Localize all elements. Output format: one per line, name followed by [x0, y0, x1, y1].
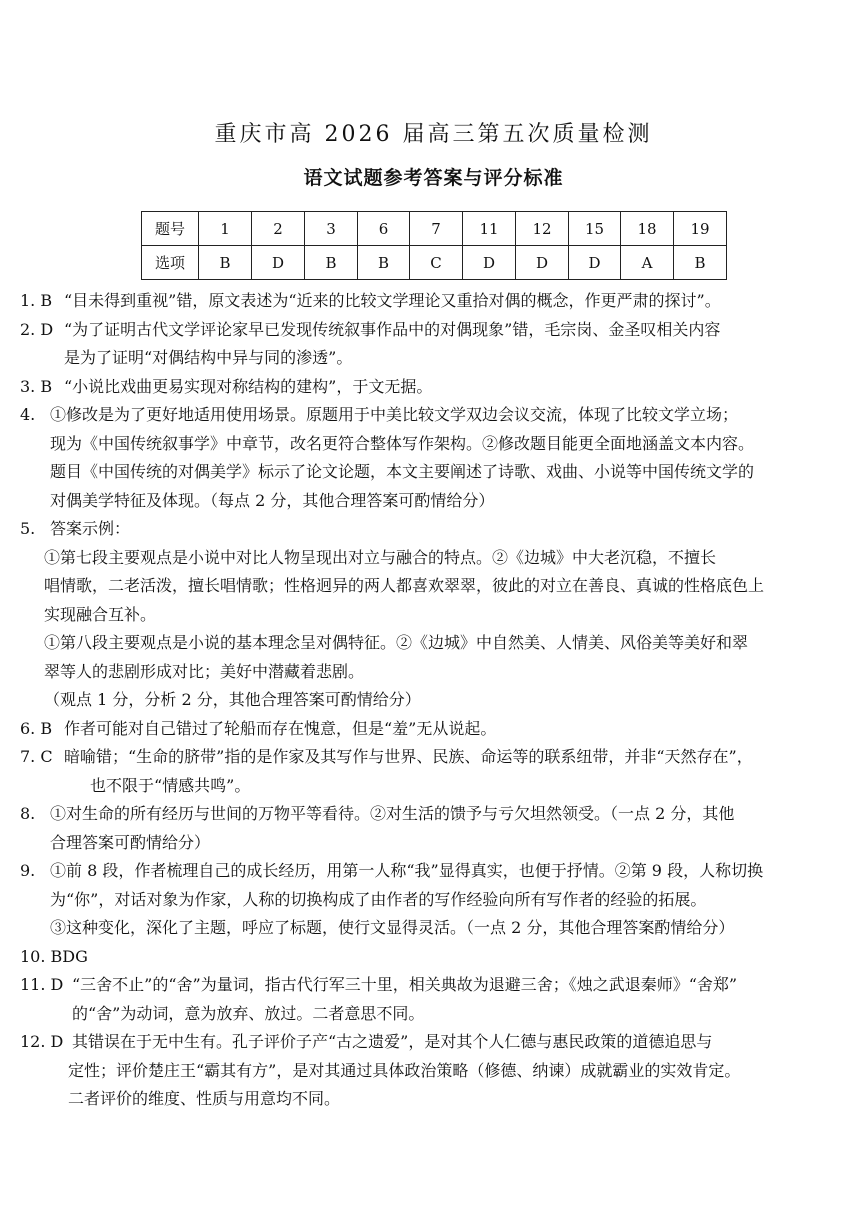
- item-line: “为了证明古代文学评论家早已发现传统叙事作品中的对偶现象”错，毛宗岗、金圣叹相关内容: [64, 319, 721, 339]
- item-number: 7. C: [20, 747, 53, 766]
- item-line: ①前 8 段，作者梳理自己的成长经历，用第一人称“我”显得真实，也便于抒情。②第 9 段，人称切换: [50, 861, 764, 880]
- item-line: 为“你”，对话对象为作家，人称的切换构成了由作者的写作经验向所有写作者的经验的拓展。: [50, 889, 707, 909]
- answer-item-6: [20, 715, 820, 744]
- question-number-cell: 6: [358, 212, 410, 246]
- example-line: 翠等人的悲剧形成对比；美好中潜藏着悲剧。: [44, 661, 365, 681]
- item-line: 二者评价的维度、性质与用意均不同。: [68, 1089, 341, 1108]
- answer-option-cell: A: [621, 246, 674, 280]
- item-line: 合理答案可酌情给分）: [50, 832, 211, 852]
- answer-table: [141, 211, 727, 280]
- answer-item-1: [20, 287, 820, 316]
- row-label-option: 选项: [142, 246, 199, 280]
- item-number: 10. BDG: [20, 946, 88, 966]
- answer-item-9: [20, 857, 820, 943]
- item-line: 现为《中国传统叙事学》中章节，改名更符合整体写作架构。②修改题目能更全面地涵盖文本内容。: [50, 433, 755, 453]
- item-line: 题目《中国传统的对偶美学》标示了论文论题，本文主要阐述了诗歌、戏曲、小说等中国传统文学的: [50, 462, 755, 481]
- example-line: 唱情歌，二老活泼，擅长唱情歌；性格迥异的两人都喜欢翠翠，彼此的对立在善良、真诚的性格底色上: [44, 576, 765, 595]
- question-number-cell: 18: [621, 212, 674, 246]
- answer-item-12: [20, 1028, 820, 1114]
- item-line: ③这种变化，深化了主题，呼应了标题，使行文显得灵活。（一点 2 分，其他合理答案酌情给分）: [50, 918, 735, 937]
- answer-item-7: [20, 743, 820, 800]
- answer-table-option-row: [142, 246, 727, 280]
- item-number: 5.: [20, 519, 36, 538]
- item-line: 定性；评价楚庄王“霸其有方”，是对其通过具体政治策略（修德、纳谏）成就霸业的实效肯定。: [68, 1060, 741, 1080]
- answer-item-11: [20, 971, 820, 1028]
- item-line: 暗喻错；“生命的脐带”指的是作家及其写作与世界、民族、命运等的联系纽带，并非“天然存在”，: [64, 747, 753, 766]
- example-line: ①第七段主要观点是小说中对比人物呈现出对立与融合的特点。②《边城》中大老沉稳，不擅长: [44, 547, 717, 567]
- item-number: 12. D: [20, 1032, 64, 1051]
- example-line: ①第八段主要观点是小说的基本理念呈对偶特征。②《边城》中自然美、人情美、风俗美等美好和翠: [44, 633, 749, 652]
- document-subtitle: 语文试题参考答案与评分标准: [303, 167, 564, 189]
- item-number: 11. D: [20, 975, 64, 994]
- item-line: 作者可能对自己错过了轮船而存在愧意，但是“羞”无从说起。: [64, 718, 497, 738]
- scoring-note: （观点 1 分，分析 2 分，其他合理答案可酌情给分）: [44, 690, 421, 709]
- question-number-cell: 2: [252, 212, 305, 246]
- row-label-number: 题号: [142, 212, 199, 246]
- question-number-cell: 12: [516, 212, 569, 246]
- item-line: “三舍不止”的“舍”为量词，指古代行军三十里，相关典故为退避三舍；《烛之武退秦师》“舍郑”: [72, 975, 738, 994]
- answer-option-cell: B: [305, 246, 358, 280]
- example-line: 实现融合互补。: [44, 604, 157, 624]
- answer-item-2: [20, 316, 820, 373]
- document-title: 重庆市高 2026 届高三第五次质量检测: [214, 122, 653, 147]
- question-number-cell: 1: [199, 212, 252, 246]
- answer-item-10: [20, 943, 820, 972]
- answer-item-5: [20, 515, 820, 715]
- item-number: 1. B: [20, 291, 53, 310]
- item-line: ①对生命的所有经历与世间的万物平等看待。②对生活的馈予与亏欠坦然领受。（一点 2 分，其他: [50, 804, 735, 823]
- item-line: 也不限于“情感共鸣”。: [90, 775, 251, 795]
- answer-item-3: [20, 373, 820, 402]
- answer-item-4: [20, 401, 820, 515]
- answer-item-8: [20, 800, 820, 857]
- item-line: 的“舍”为动词，意为放弃、放过。二者意思不同。: [72, 1003, 425, 1023]
- item-line: 对偶美学特征及体现。（每点 2 分，其他合理答案可酌情给分）: [50, 490, 495, 510]
- item-number: 9.: [20, 861, 36, 880]
- answer-option-cell: D: [252, 246, 305, 280]
- item-line: 是为了证明“对偶结构中异与同的渗透”。: [64, 348, 353, 367]
- item-line: ①修改是为了更好地适用使用场景。原题用于中美比较文学双边会议交流，体现了比较文学立场；: [50, 405, 739, 424]
- item-number: 3. B: [20, 376, 53, 396]
- item-line: 答案示例：: [50, 519, 131, 538]
- question-number-cell: 19: [674, 212, 727, 246]
- item-line: “小说比戏曲更易实现对称结构的建构”，于文无据。: [64, 376, 433, 396]
- item-number: 2. D: [20, 319, 54, 339]
- question-number-cell: 15: [569, 212, 621, 246]
- item-number: 4.: [20, 405, 36, 424]
- answer-option-cell: B: [358, 246, 410, 280]
- question-number-cell: 11: [463, 212, 516, 246]
- answer-option-cell: D: [516, 246, 569, 280]
- item-number: 8.: [20, 804, 36, 823]
- answer-option-cell: D: [463, 246, 516, 280]
- item-number: 6. B: [20, 718, 53, 738]
- question-number-cell: 3: [305, 212, 358, 246]
- answer-option-cell: C: [410, 246, 463, 280]
- item-line: 其错误在于无中生有。孔子评价子产“古之遗爱”，是对其个人仁德与惠民政策的道德追思与: [72, 1032, 713, 1051]
- answer-option-cell: B: [199, 246, 252, 280]
- item-line: “目未得到重视”错，原文表述为“近来的比较文学理论又重拾对偶的概念，作更严肃的探讨”。: [64, 291, 721, 310]
- question-number-cell: 7: [410, 212, 463, 246]
- answer-explanations: [20, 287, 820, 1114]
- answer-table-number-row: [142, 212, 727, 246]
- answer-option-cell: D: [569, 246, 621, 280]
- answer-option-cell: B: [674, 246, 727, 280]
